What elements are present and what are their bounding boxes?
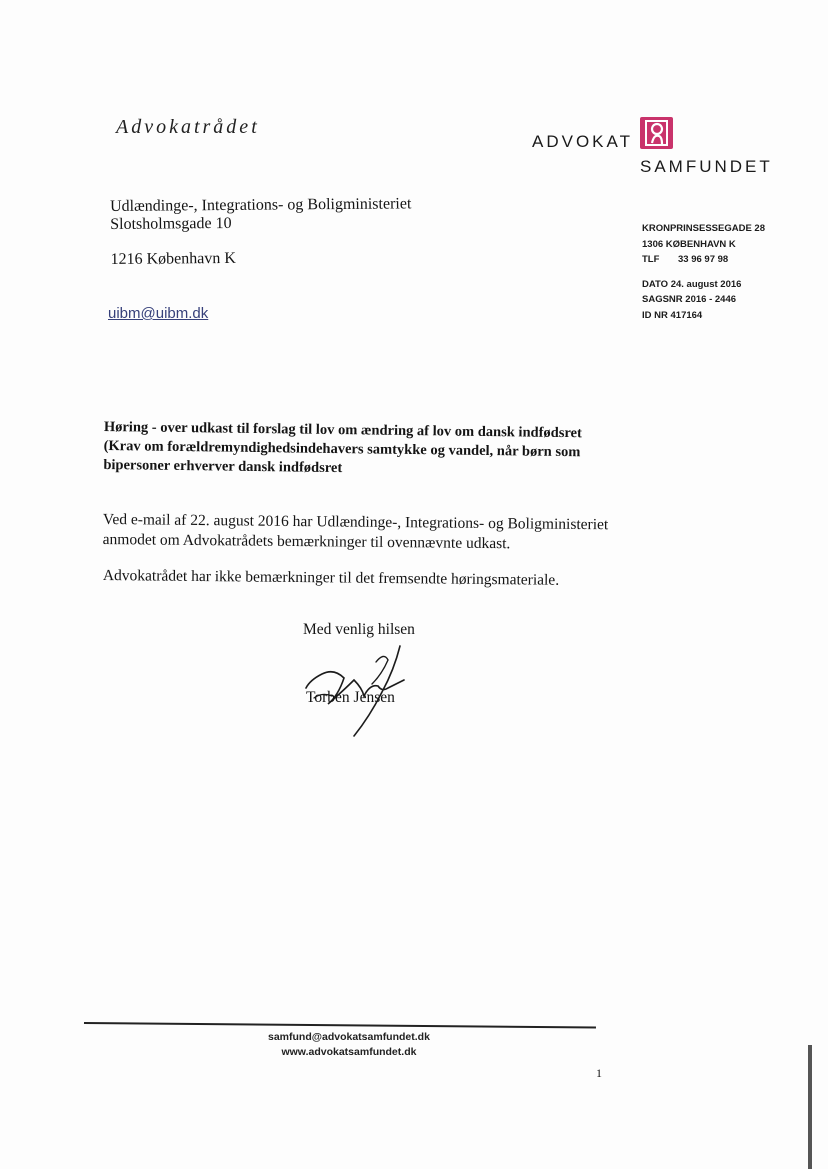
sender-info-block <box>642 221 765 323</box>
subject-line-3: bipersoner erhverver dansk indfødsret <box>103 456 343 477</box>
footer-email[interactable]: samfund@advokatsamfundet.dk <box>268 1031 430 1043</box>
signatory-name: Torben Jensen <box>306 689 395 706</box>
letter-date <box>642 277 765 293</box>
body-paragraph-1-line-2: anmodet om Advokatrådets bemærkninger til ovennævnte udkast. <box>102 530 511 553</box>
case-number-value: 2016 - 2446 <box>685 294 737 305</box>
letterhead-title: Advokatrådet <box>116 116 260 138</box>
sender-phone <box>642 252 765 268</box>
date-value: 24. august 2016 <box>670 278 742 290</box>
subject-heading <box>103 418 582 481</box>
id-number-label: ID NR <box>642 309 668 321</box>
recipient-city: 1216 København K <box>110 249 236 268</box>
subject-line-2: (Krav om forældremyndighedsindehavers samtykke og vandel, når børn som <box>103 437 581 461</box>
date-label: DATO <box>642 278 669 290</box>
figure-in-window-icon <box>640 117 673 149</box>
recipient-address <box>110 195 412 269</box>
body-paragraph-1-line-1: Ved e-mail af 22. august 2016 har Udlændinge-, Integrations- og Boligministeriet <box>102 510 609 534</box>
closing-greeting: Med venlig hilsen <box>303 621 415 638</box>
phone-label: TLF <box>642 254 660 265</box>
id-number <box>642 308 765 324</box>
logo-text-samfundet: SAMFUNDET <box>640 157 773 176</box>
logo-text-advokat: ADVOKAT <box>532 132 633 151</box>
scan-edge-shadow <box>808 1045 812 1169</box>
case-number-label: SAGSNR <box>642 294 683 305</box>
recipient-email-link[interactable]: uibm@uibm.dk <box>108 305 209 322</box>
body-paragraph-2: Advokatrådet har ikke bemærkninger til det fremsendte høringsmateriale. <box>102 566 560 589</box>
subject-line-1: Høring - over udkast til forslag til lov om ændring af lov om dansk indfødsret <box>103 418 582 442</box>
footer-website[interactable]: www.advokatsamfundet.dk <box>281 1046 417 1058</box>
page-number: 1 <box>596 1066 602 1080</box>
footer-divider <box>84 1022 596 1028</box>
footer-contact <box>268 1030 430 1060</box>
id-number-value: 417164 <box>670 309 703 321</box>
body-paragraph-1 <box>103 510 609 555</box>
phone-value: 33 96 97 98 <box>678 254 729 265</box>
recipient-street: Slotsholmsgade 10 <box>110 214 232 233</box>
case-number <box>642 292 765 308</box>
recipient-name: Udlændinge-, Integrations- og Boligministeriet <box>110 195 412 215</box>
sender-address-street: KRONPRINSESSEGADE 28 <box>642 223 766 234</box>
sender-address-city: 1306 KØBENHAVN K <box>642 238 736 250</box>
